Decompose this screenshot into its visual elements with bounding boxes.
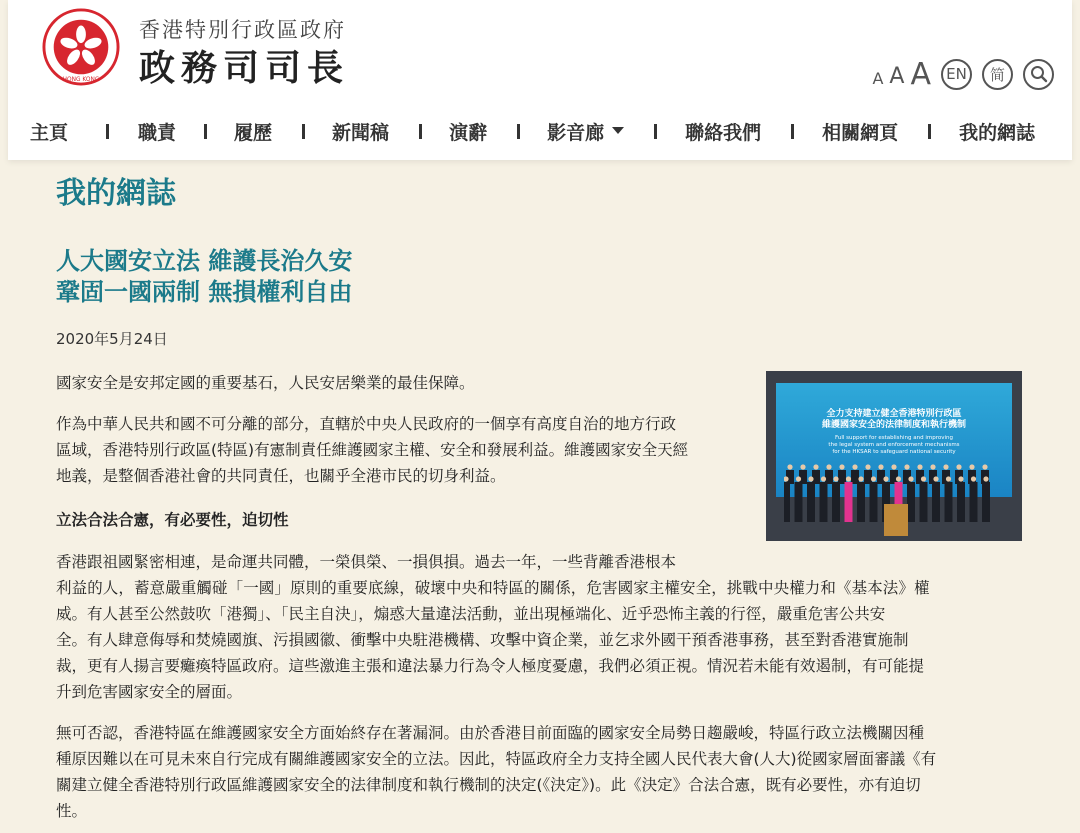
nav-item-media-gallery[interactable]: 影音廊 xyxy=(547,121,605,144)
article-paragraph-2-line-3: 地義，是整個香港社會的共同責任，也關乎全港市民的切身利益。 xyxy=(56,467,506,485)
emblem-caption: HONG KONG xyxy=(62,77,100,84)
font-size-small-button[interactable]: A xyxy=(872,68,884,88)
nav-item-home[interactable]: 主頁 xyxy=(30,121,69,144)
font-size-large-button[interactable]: A xyxy=(910,56,931,92)
nav-separator xyxy=(517,124,520,139)
page-title: 我的網誌 xyxy=(56,176,176,211)
hksar-emblem-logo[interactable] xyxy=(42,8,120,86)
backdrop-chinese-line-1: 全力支持建立健全香港特別行政區 xyxy=(826,409,962,419)
article-photo[interactable] xyxy=(766,371,1022,541)
nav-separator xyxy=(106,124,109,139)
header-tools xyxy=(872,54,1054,94)
nav-item-press-releases[interactable]: 新聞稿 xyxy=(332,121,390,144)
nav-separator xyxy=(791,124,794,139)
backdrop-chinese-line-2: 維護國家安全的法律制度和執行機制 xyxy=(821,420,966,430)
backdrop-english-line-1: Full support for establishing and improving xyxy=(835,435,953,441)
article-paragraph-3-line-5: 裁，更有人揚言要癱瘓特區政府。這些激進主張和違法暴力行為令人極度憂慮，我們必須正視。情況若未能有效遏制，有可能提 xyxy=(56,657,925,675)
nav-separator xyxy=(654,124,657,139)
language-english-button[interactable]: EN xyxy=(941,59,972,90)
article-paragraph-2-line-2: 區域，香港特別行政區(特區)有憲制責任維護國家主權、安全和發展利益。維護國家安全天經 xyxy=(56,441,689,459)
article-paragraph-3-line-3: 威。有人甚至公然鼓吹「港獨」、「民主自決」，煽惑大量違法活動，並出現極端化、近乎恐怖主義的行徑，嚴重危害公共安 xyxy=(56,605,886,623)
language-simplified-button[interactable]: 简 xyxy=(982,59,1013,90)
article-paragraph-2-line-1: 作為中華人民共和國不可分離的部分，直轄於中央人民政府的一個享有高度自治的地方行政 xyxy=(56,415,677,433)
search-button[interactable] xyxy=(1023,59,1054,90)
nav-item-duties[interactable]: 職責 xyxy=(138,121,177,144)
article-paragraph-4-line-4: 性。 xyxy=(56,802,88,820)
nav-item-my-blog[interactable]: 我的網誌 xyxy=(959,121,1036,144)
site-header xyxy=(8,0,1072,160)
nav-separator xyxy=(204,124,207,139)
article-paragraph-4-line-1: 無可否認，香港特區在維護國家安全方面始終存在著漏洞。由於香港目前面臨的國家安全局勢日趨嚴峻，特區行政立法機關因種 xyxy=(56,724,925,742)
search-icon xyxy=(1030,65,1048,83)
nav-separator xyxy=(419,124,422,139)
article-paragraph-3-line-2: 利益的人，蓄意嚴重觸碰「一國」原則的重要底線，破壞中央和特區的關係，危害國家主權安全，挑戰中央權力和《基本法》權 xyxy=(56,579,930,597)
department-title: 政務司司長 xyxy=(139,48,350,89)
article-headline-line-2: 鞏固一國兩制 無損權利自由 xyxy=(56,278,353,306)
caret-down-icon[interactable] xyxy=(612,127,624,135)
article-paragraph-3-line-4: 全。有人肆意侮辱和焚燒國旗、污損國徽、衝擊中央駐港機構、攻擊中資企業，並乞求外國干預香港事務，甚至對香港實施制 xyxy=(56,631,909,649)
backdrop-english-line-3: for the HKSAR to safeguard national security xyxy=(832,449,956,455)
backdrop-chinese-text xyxy=(776,409,1012,431)
article-paragraph-3-line-1: 香港跟祖國緊密相連，是命運共同體，一榮俱榮、一損俱損。過去一年，一些背離香港根本 xyxy=(56,553,677,571)
nav-separator xyxy=(928,124,931,139)
photo-podium xyxy=(884,504,908,536)
nav-item-biography[interactable]: 履歷 xyxy=(234,121,273,144)
article-paragraph-4-line-3: 關建立健全香港特別行政區維護國家安全的法律制度和執行機制的決定(《決定》)。此《決定》合法合憲，既有必要性，亦有迫切 xyxy=(56,776,921,794)
backdrop-english-text xyxy=(776,435,1012,456)
backdrop-english-line-2: the legal system and enforcement mechanisms xyxy=(828,442,960,448)
font-size-medium-button[interactable]: A xyxy=(889,63,905,89)
nav-item-related-links[interactable]: 相關網頁 xyxy=(822,121,899,144)
article-headline-line-1: 人大國安立法 維護長治久安 xyxy=(56,247,353,275)
nav-separator xyxy=(302,124,305,139)
nav-item-contact-us[interactable]: 聯絡我們 xyxy=(685,121,762,144)
article-subheading: 立法合法合憲，有必要性，迫切性 xyxy=(56,511,289,529)
department-subtitle: 香港特別行政區政府 xyxy=(139,18,346,42)
main-navigation xyxy=(8,113,1072,149)
nav-item-speeches[interactable]: 演辭 xyxy=(449,121,488,144)
article-paragraph-3-line-6: 升到危害國家安全的層面。 xyxy=(56,683,243,701)
article-paragraph-4-line-2: 種原因難以在可見未來自行完成有關維護國家安全的立法。因此，特區政府全力支持全國人民代表大會(人大)從國家層面審議《有 xyxy=(56,750,937,768)
article-paragraph-1: 國家安全是安邦定國的重要基石，人民安居樂業的最佳保障。 xyxy=(56,374,475,392)
article-date: 2020年5月24日 xyxy=(56,330,168,348)
